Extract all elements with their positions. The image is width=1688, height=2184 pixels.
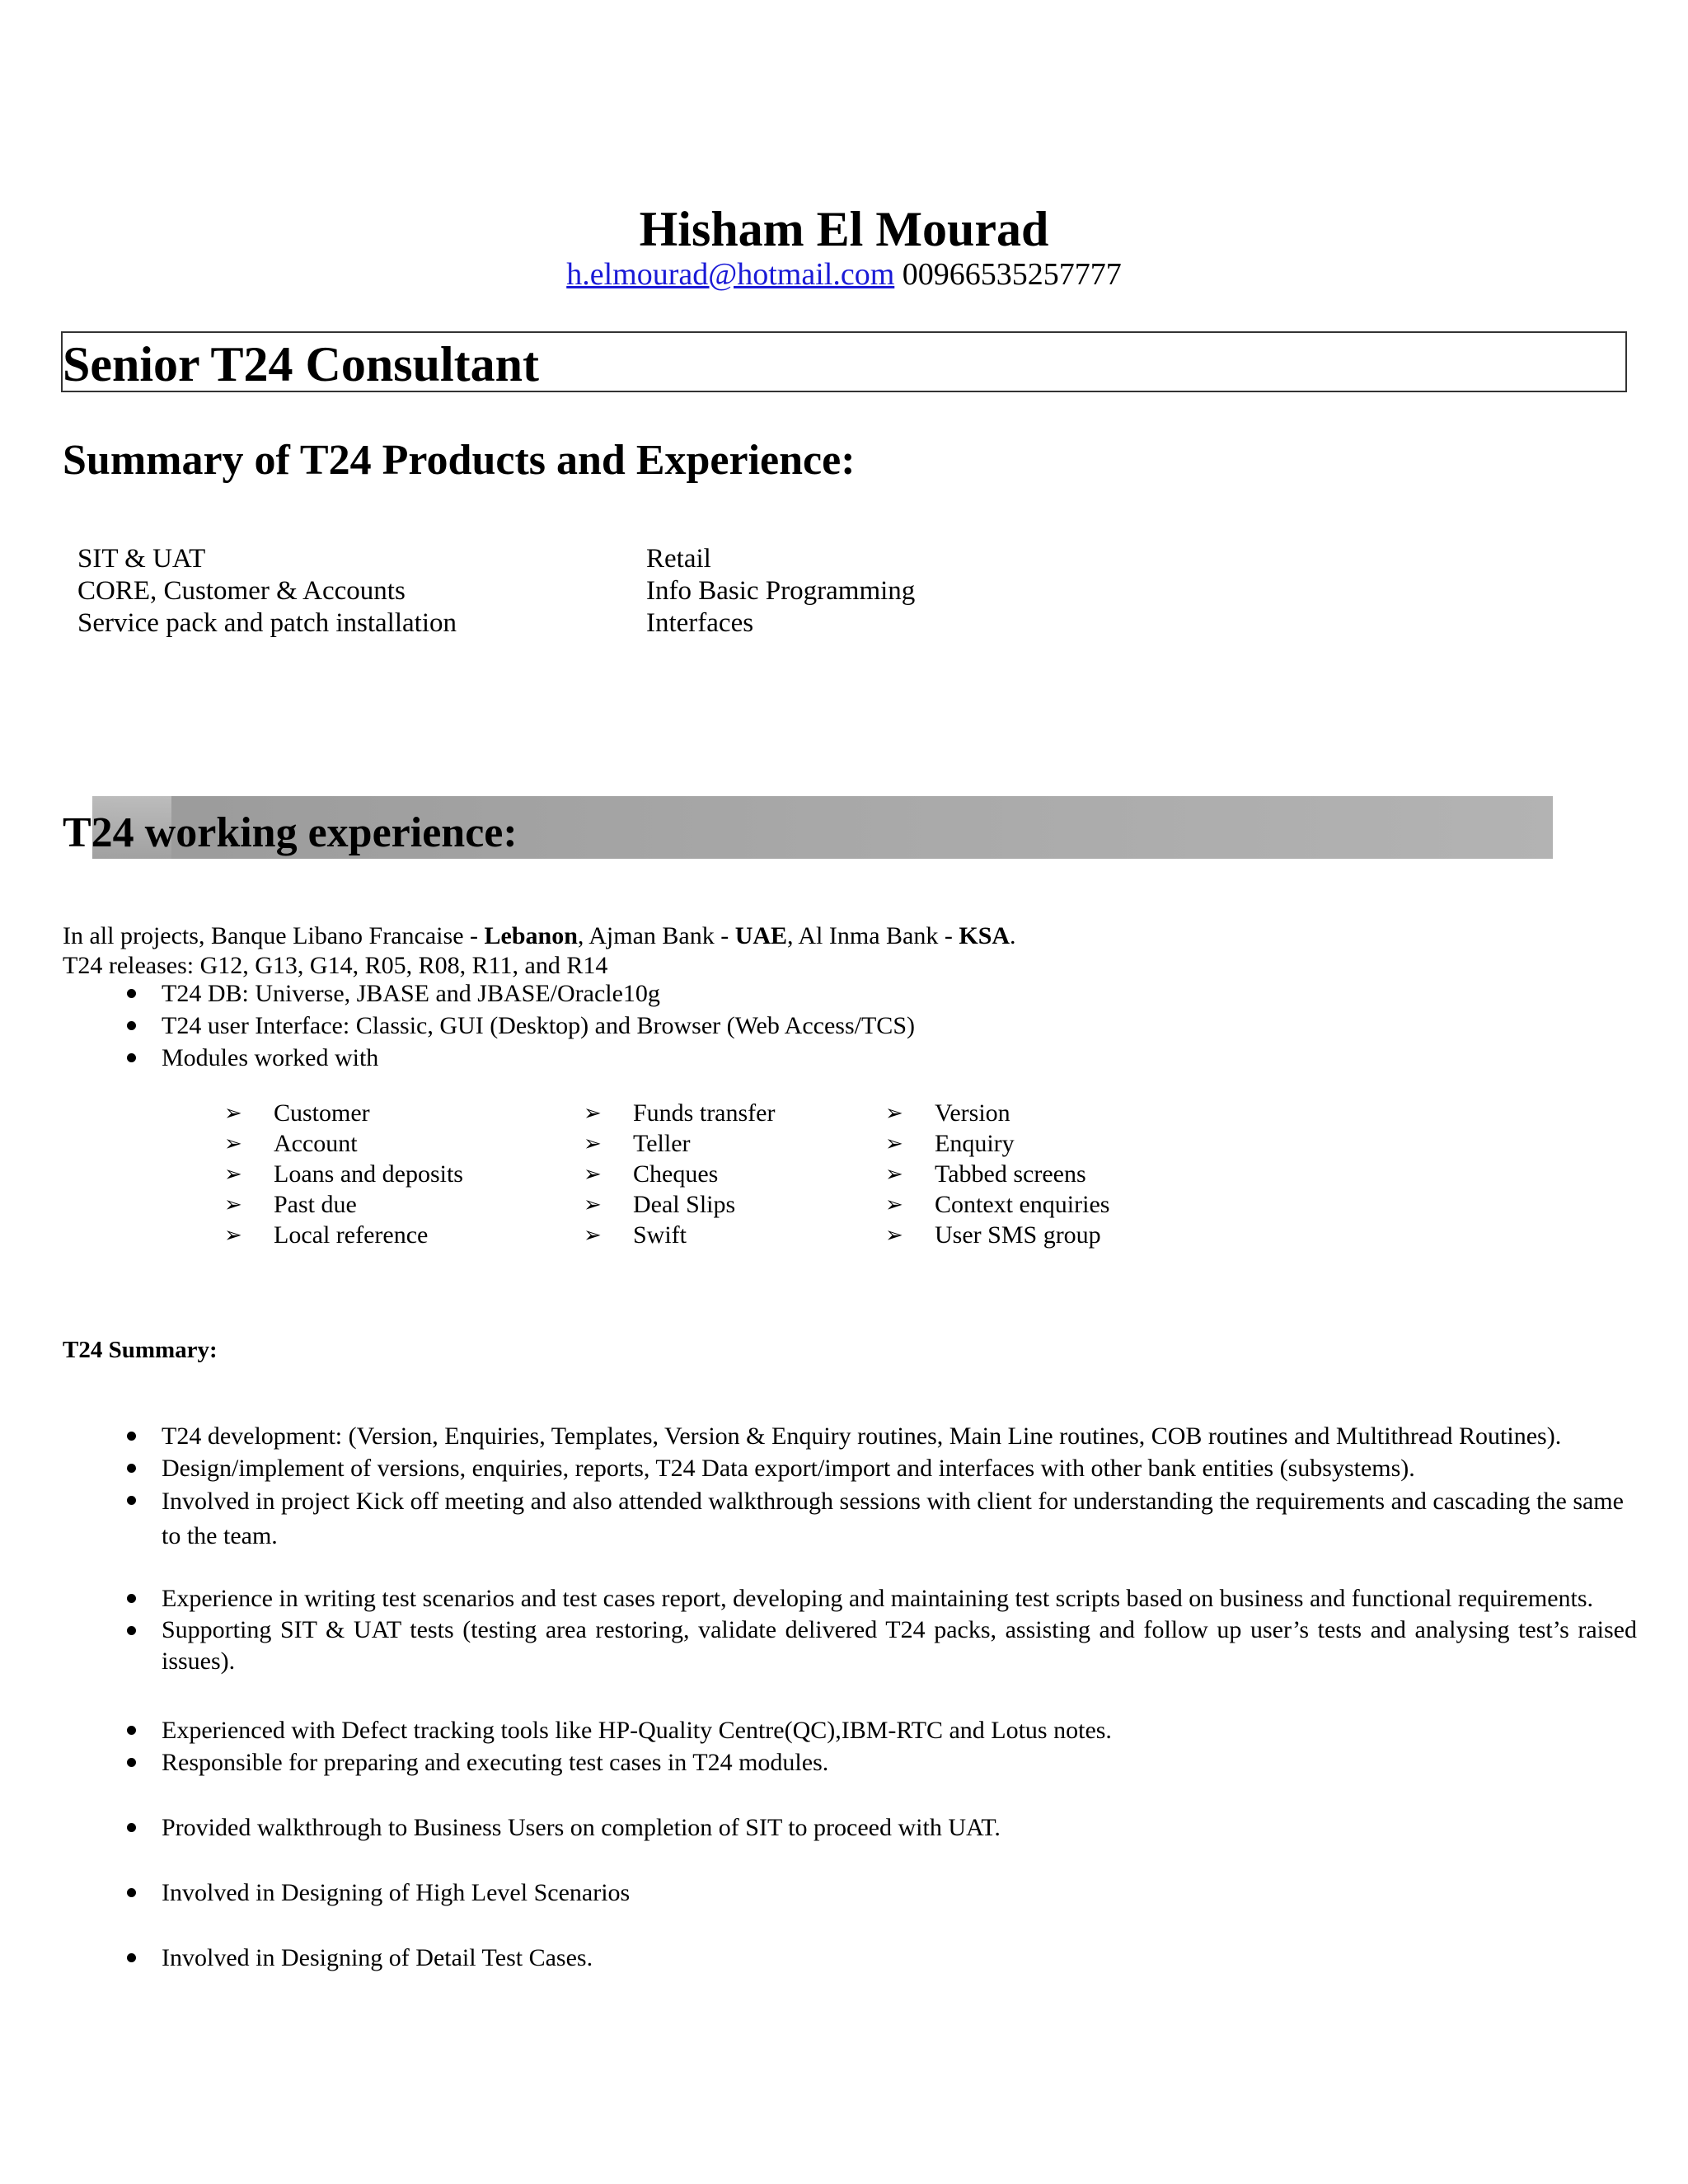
contact-line xyxy=(0,255,1688,293)
releases-line: T24 releases: G12, G13, G14, R05, R08, R11, and R14 xyxy=(63,952,608,979)
bullet-icon xyxy=(127,989,136,998)
module-item: Customer xyxy=(274,1099,370,1127)
module-item: Local reference xyxy=(274,1221,429,1249)
arrow-bullet-icon: ➢ xyxy=(584,1193,602,1217)
bullet-icon xyxy=(127,1432,136,1441)
arrow-bullet-icon: ➢ xyxy=(885,1132,903,1156)
country-lebanon: Lebanon xyxy=(484,922,578,949)
module-item: Context enquiries xyxy=(935,1191,1110,1218)
country-ksa: KSA xyxy=(959,922,1010,949)
job-title: Senior T24 Consultant xyxy=(63,337,539,391)
module-item: Tabbed screens xyxy=(935,1160,1086,1188)
bullet-icon xyxy=(127,1594,136,1603)
module-item: Loans and deposits xyxy=(274,1160,463,1188)
bullet-icon xyxy=(127,1726,136,1735)
arrow-bullet-icon: ➢ xyxy=(224,1193,242,1217)
skill-item: Interfaces xyxy=(646,608,754,638)
module-item: Funds transfer xyxy=(633,1099,776,1127)
bullet-icon xyxy=(127,1021,136,1030)
module-item: User SMS group xyxy=(935,1221,1101,1249)
module-item: Deal Slips xyxy=(633,1191,736,1218)
bullet-icon xyxy=(127,1496,136,1505)
arrow-bullet-icon: ➢ xyxy=(885,1162,903,1187)
skill-item: SIT & UAT xyxy=(77,544,206,574)
summary-bullet: T24 development: (Version, Enquiries, Templates, Version & Enquiry routines, Main Line routines, COB routines and Multithread Routines). xyxy=(162,1422,1562,1450)
arrow-bullet-icon: ➢ xyxy=(584,1132,602,1156)
arrow-bullet-icon: ➢ xyxy=(584,1162,602,1187)
experience-bullet: Modules worked with xyxy=(162,1044,379,1071)
experience-bullet: T24 user Interface: Classic, GUI (Desktop) and Browser (Web Access/TCS) xyxy=(162,1012,915,1039)
phone-number: 00966535257777 xyxy=(902,257,1122,292)
projects-text: . xyxy=(1010,922,1016,949)
bullet-icon xyxy=(127,1758,136,1767)
module-item: Teller xyxy=(633,1130,691,1157)
summary-heading: Summary of T24 Products and Experience: xyxy=(63,437,856,484)
arrow-bullet-icon: ➢ xyxy=(885,1101,903,1126)
summary-bullet: Experienced with Defect tracking tools like HP-Quality Centre(QC),IBM-RTC and Lotus notes. xyxy=(162,1717,1112,1744)
summary-bullet: Provided walkthrough to Business Users on completion of SIT to proceed with UAT. xyxy=(162,1814,1001,1841)
skill-item: CORE, Customer & Accounts xyxy=(77,576,406,606)
bullet-icon xyxy=(127,1053,136,1062)
module-item: Version xyxy=(935,1099,1010,1127)
arrow-bullet-icon: ➢ xyxy=(224,1132,242,1156)
bullet-icon xyxy=(127,1888,136,1897)
arrow-bullet-icon: ➢ xyxy=(885,1223,903,1248)
country-uae: UAE xyxy=(734,922,788,949)
arrow-bullet-icon: ➢ xyxy=(584,1223,602,1248)
email-link[interactable]: h.elmourad@hotmail.com xyxy=(566,257,895,292)
bullet-icon xyxy=(127,1464,136,1473)
experience-heading: T24 working experience: xyxy=(63,809,518,856)
skill-item: Retail xyxy=(646,544,711,574)
t24-summary-heading: T24 Summary: xyxy=(63,1337,218,1363)
arrow-bullet-icon: ➢ xyxy=(224,1223,242,1248)
module-item: Cheques xyxy=(633,1160,719,1188)
skill-item: Info Basic Programming xyxy=(646,576,916,606)
bullet-icon xyxy=(127,1953,136,1962)
projects-text: , Ajman Bank - xyxy=(577,922,735,949)
experience-bullet: T24 DB: Universe, JBASE and JBASE/Oracle10g xyxy=(162,980,660,1007)
skill-item: Service pack and patch installation xyxy=(77,608,457,638)
summary-bullet: Involved in Designing of Detail Test Cases. xyxy=(162,1944,593,1971)
summary-bullet: Design/implement of versions, enquiries, reports, T24 Data export/import and interfaces with other bank entities (subsystems). xyxy=(162,1455,1415,1482)
bullet-icon xyxy=(127,1626,136,1635)
arrow-bullet-icon: ➢ xyxy=(885,1193,903,1217)
summary-bullet: Involved in Designing of High Level Scenarios xyxy=(162,1879,631,1906)
arrow-bullet-icon: ➢ xyxy=(224,1162,242,1187)
module-item: Account xyxy=(274,1130,358,1157)
module-item: Enquiry xyxy=(935,1130,1015,1157)
module-item: Swift xyxy=(633,1221,687,1249)
module-item: Past due xyxy=(274,1191,357,1218)
summary-bullet: Involved in project Kick off meeting and also attended walkthrough sessions with client for understanding the requirements and cascading the same to the team. xyxy=(162,1488,1624,1549)
arrow-bullet-icon: ➢ xyxy=(224,1101,242,1126)
summary-bullet: Responsible for preparing and executing test cases in T24 modules. xyxy=(162,1749,829,1776)
bullet-icon xyxy=(127,1823,136,1832)
projects-text: , Al Inma Bank - xyxy=(787,922,959,949)
summary-bullet: Experience in writing test scenarios and test cases report, developing and maintaining test scripts based on business and functional requirements. xyxy=(162,1585,1594,1612)
projects-text: In all projects, Banque Libano Francaise - xyxy=(63,922,485,949)
summary-bullet: Supporting SIT & UAT tests (testing area restoring, validate delivered T24 packs, assisting and follow up user’s tests and analysing test’s raised issues). xyxy=(162,1616,1637,1675)
projects-line xyxy=(63,921,1016,951)
arrow-bullet-icon: ➢ xyxy=(584,1101,602,1126)
candidate-name: Hisham El Mourad xyxy=(639,202,1049,256)
